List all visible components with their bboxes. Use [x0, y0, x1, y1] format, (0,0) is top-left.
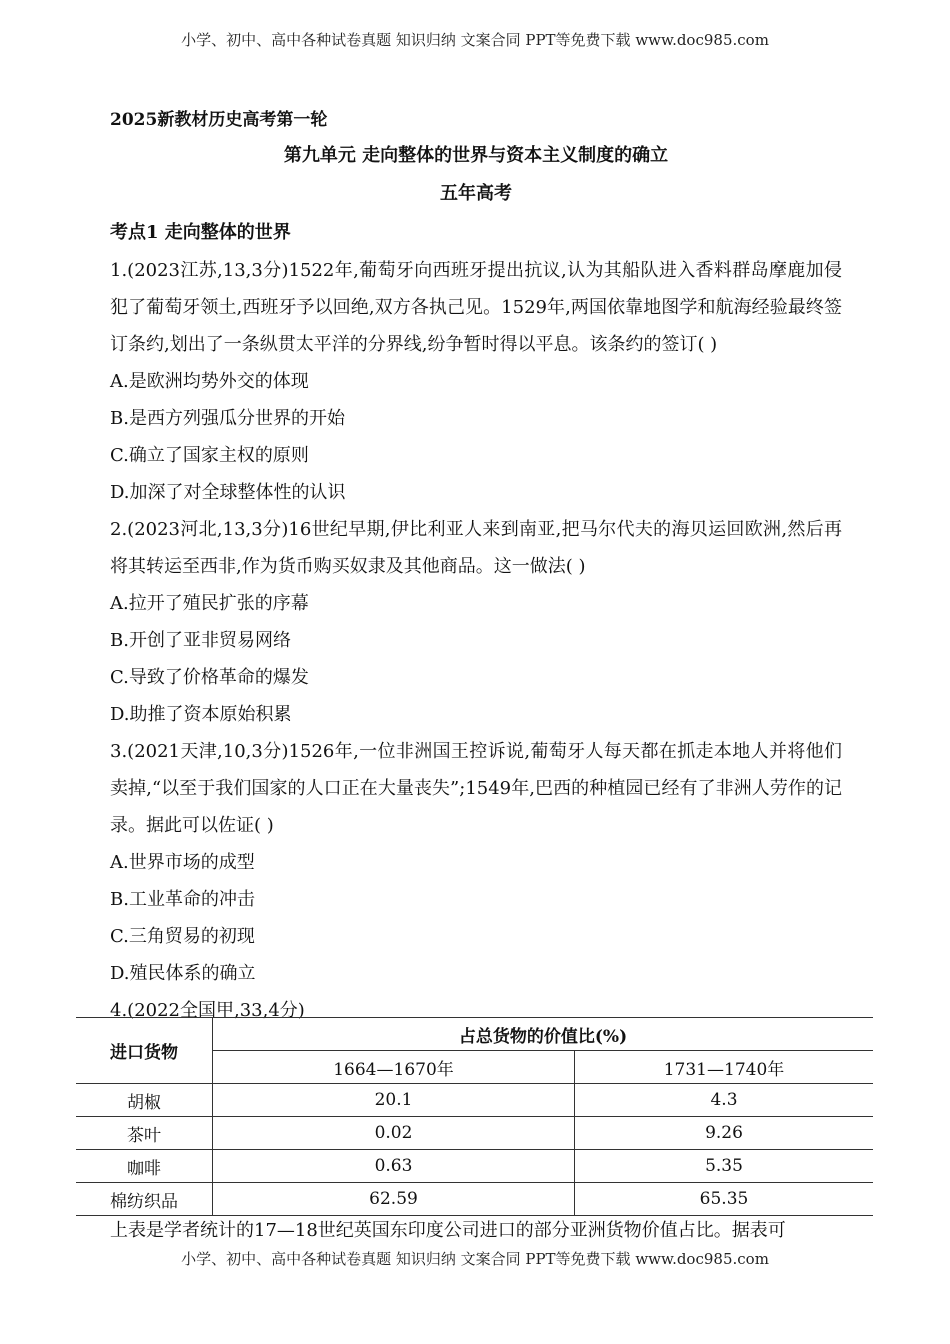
table-caption-text: 上表是学者统计的17—18世纪英国东印度公司进口的部分亚洲货物价值占比。据表可 [110, 1220, 786, 1241]
cell-item: 胡椒 [76, 1084, 213, 1117]
table-row [76, 1150, 873, 1183]
question-1 [110, 252, 842, 511]
option-b: B.是西方列强瓜分世界的开始 [110, 408, 345, 429]
option-d: D.殖民体系的确立 [110, 963, 256, 984]
cell-value: 0.02 [213, 1117, 575, 1150]
column-header-period-1: 1664—1670年 [213, 1051, 575, 1084]
document-body [110, 103, 842, 1029]
column-header-value-share: 占总货物的价值比(%) [213, 1018, 874, 1051]
import-goods-table [76, 1017, 873, 1216]
cell-item: 咖啡 [76, 1150, 213, 1183]
table-row [76, 1117, 873, 1150]
cell-item: 茶叶 [76, 1117, 213, 1150]
cell-value: 9.26 [575, 1117, 874, 1150]
option-a: A.是欧洲均势外交的体现 [110, 371, 309, 392]
data-table-container [76, 1017, 873, 1216]
option-c: C.导致了价格革命的爆发 [110, 667, 309, 688]
question-stem: 2.(2023河北,13,3分)16世纪早期,伊比利亚人来到南亚,把马尔代夫的海贝运回欧洲,然后再将其转运至西非,作为货币购买奴隶及其他商品。这一做法( ) [110, 519, 842, 577]
cell-value: 62.59 [213, 1183, 575, 1216]
option-d: D.助推了资本原始积累 [110, 704, 292, 725]
table-row [76, 1084, 873, 1117]
column-header-period-2: 1731—1740年 [575, 1051, 874, 1084]
unit-title: 第九单元 走向整体的世界与资本主义制度的确立 [283, 145, 669, 166]
column-header-goods: 进口货物 [76, 1018, 213, 1084]
section-title: 考点1 走向整体的世界 [110, 222, 291, 243]
question-stem: 4.(2022全国甲,33,4分) [110, 1000, 305, 1021]
series-title: 2025新教材历史高考第一轮 [110, 110, 328, 130]
option-c: C.确立了国家主权的原则 [110, 445, 309, 466]
cell-item: 棉纺织品 [76, 1183, 213, 1216]
question-stem: 1.(2023江苏,13,3分)1522年,葡萄牙向西班牙提出抗议,认为其船队进入香料群岛摩鹿加侵犯了葡萄牙领土,西班牙予以回绝,双方各执己见。1529年,两国依靠地图学和航海经验最终签订条约,划出了一条纵贯太平洋的分界线,纷争暂时得以平息。该条约的签订( ) [110, 260, 842, 355]
option-b: B.工业革命的冲击 [110, 889, 255, 910]
cell-value: 4.3 [575, 1084, 874, 1117]
option-a: A.世界市场的成型 [110, 852, 255, 873]
question-2 [110, 511, 842, 733]
option-b: B.开创了亚非贸易网络 [110, 630, 291, 651]
option-c: C.三角贸易的初现 [110, 926, 255, 947]
table-row [76, 1183, 873, 1216]
cell-value: 65.35 [575, 1183, 874, 1216]
page-footer: 小学、初中、高中各种试卷真题 知识归纳 文案合同 PPT等免费下载 www.doc985.com [181, 1250, 769, 1268]
page-header: 小学、初中、高中各种试卷真题 知识归纳 文案合同 PPT等免费下载 www.doc985.com [181, 31, 769, 49]
sub-title: 五年高考 [440, 183, 512, 204]
option-a: A.拉开了殖民扩张的序幕 [110, 593, 309, 614]
cell-value: 20.1 [213, 1084, 575, 1117]
option-d: D.加深了对全球整体性的认识 [110, 482, 346, 503]
table-header-row [76, 1018, 873, 1051]
cell-value: 0.63 [213, 1150, 575, 1183]
cell-value: 5.35 [575, 1150, 874, 1183]
question-stem: 3.(2021天津,10,3分)1526年,一位非洲国王控诉说,葡萄牙人每天都在抓走本地人并将他们卖掉,“以至于我们国家的人口正在大量丧失”;1549年,巴西的种植园已经有了非洲人劳作的记录。据此可以佐证( ) [110, 741, 842, 836]
question-3 [110, 733, 842, 992]
